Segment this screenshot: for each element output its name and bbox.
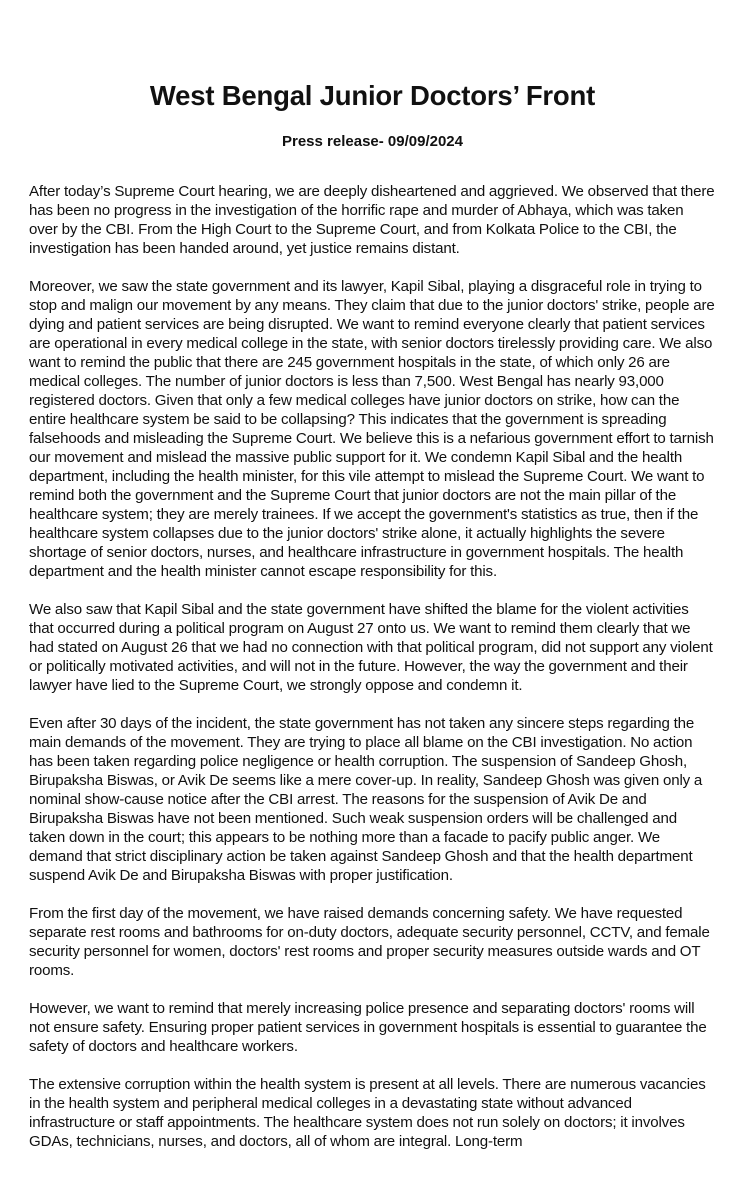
paragraph-supreme-court-hearing: After today’s Supreme Court hearing, we are deeply disheartened and aggrieved. We observed that there has been no progress in the investigation of the horrific rape and murder of Abhaya, which was taken over by the CBI. From the High Court to the Supreme Court, and from Kolkata Police to the CBI, the investigation has been handed around, yet justice remains distant.: [29, 183, 715, 257]
paragraph-health-corruption: The extensive corruption within the health system is present at all levels. There are numerous vacancies in the health system and peripheral medical colleges in a devastating state without advanced infrastructure or staff appointments. The healthcare system does not run solely on doctors; it involves GDAs, technicians, nurses, and doctors, all of whom are integral. Long-term: [29, 1076, 706, 1150]
press-release-date: Press release- 09/09/2024: [282, 133, 463, 150]
paragraph-safety-demands: From the first day of the movement, we have raised demands concerning safety. We have requested separate rest rooms and bathrooms for on-duty doctors, adequate security personnel, CCTV, and female security personnel for women, doctors' rest rooms and proper security measures outside wards and OT rooms.: [29, 905, 710, 979]
paragraph-government-lawyer: Moreover, we saw the state government and its lawyer, Kapil Sibal, playing a disgraceful role in trying to stop and malign our movement by any means. They claim that due to the junior doctors' strike, people are dying and patient services are being disrupted. We want to remind everyone clearly that patient services are operational in every medical college in the state, with senior doctors tirelessly providing care. We also want to remind the public that there are 245 government hospitals in the state, of which only 26 are medical colleges. The number of junior doctors is less than 7,500. West Bengal has nearly 93,000 registered doctors. Given that only a few medical colleges have junior doctors on strike, how can the entire healthcare system be said to be collapsing? This indicates that the government is spreading falsehoods and misleading the Supreme Court. We believe this is a nefarious government effort to tarnish our movement and mislead the massive public support for it. We condemn Kapil Sibal and the health department, including the health minister, for this vile attempt to mislead the Supreme Court. We want to remind both the government and the Supreme Court that junior doctors are not the main pillar of the healthcare system; they are merely trainees. If we accept the government's statistics as true, then if the healthcare system collapses due to the junior doctors' strike alone, it actually highlights the severe shortage of senior doctors, nurses, and healthcare infrastructure in government hospitals. The health department and the health minister cannot escape responsibility for this.: [29, 278, 715, 580]
paragraph-demands-suspension: Even after 30 days of the incident, the state government has not taken any sincere steps regarding the main demands of the movement. They are trying to place all blame on the CBI investigation. No action has been taken regarding police negligence or health corruption. The suspension of Sandeep Ghosh, Birupaksha Biswas, or Avik De seems like a mere cover-up. In reality, Sandeep Ghosh was given only a nominal show-cause notice after the CBI arrest. The reasons for the suspension of Avik De and Birupaksha Biswas have not been mentioned. Such weak suspension orders will be challenged and taken down in the court; this appears to be nothing more than a facade to pacify public anger. We demand that strict disciplinary action be taken against Sandeep Ghosh and that the health department suspend Avik De and Birupaksha Biswas with proper justification.: [29, 715, 703, 884]
document-body: [29, 182, 716, 1151]
document-title: West Bengal Junior Doctors’ Front: [149, 80, 596, 111]
paragraph-patient-services: However, we want to remind that merely increasing police presence and separating doctors' rooms will not ensure safety. Ensuring proper patient services in government hospitals is essential to guarantee the safety of doctors and healthcare workers.: [29, 1000, 707, 1055]
paragraph-violent-activities: We also saw that Kapil Sibal and the state government have shifted the blame for the violent activities that occurred during a political program on August 27 onto us. We want to remind them clearly that we had stated on August 26 that we had no connection with that political program, did not support any violent or politically motivated activities, and will not in the future. However, the way the government and their lawyer have lied to the Supreme Court, we strongly oppose and condemn it.: [29, 601, 713, 694]
